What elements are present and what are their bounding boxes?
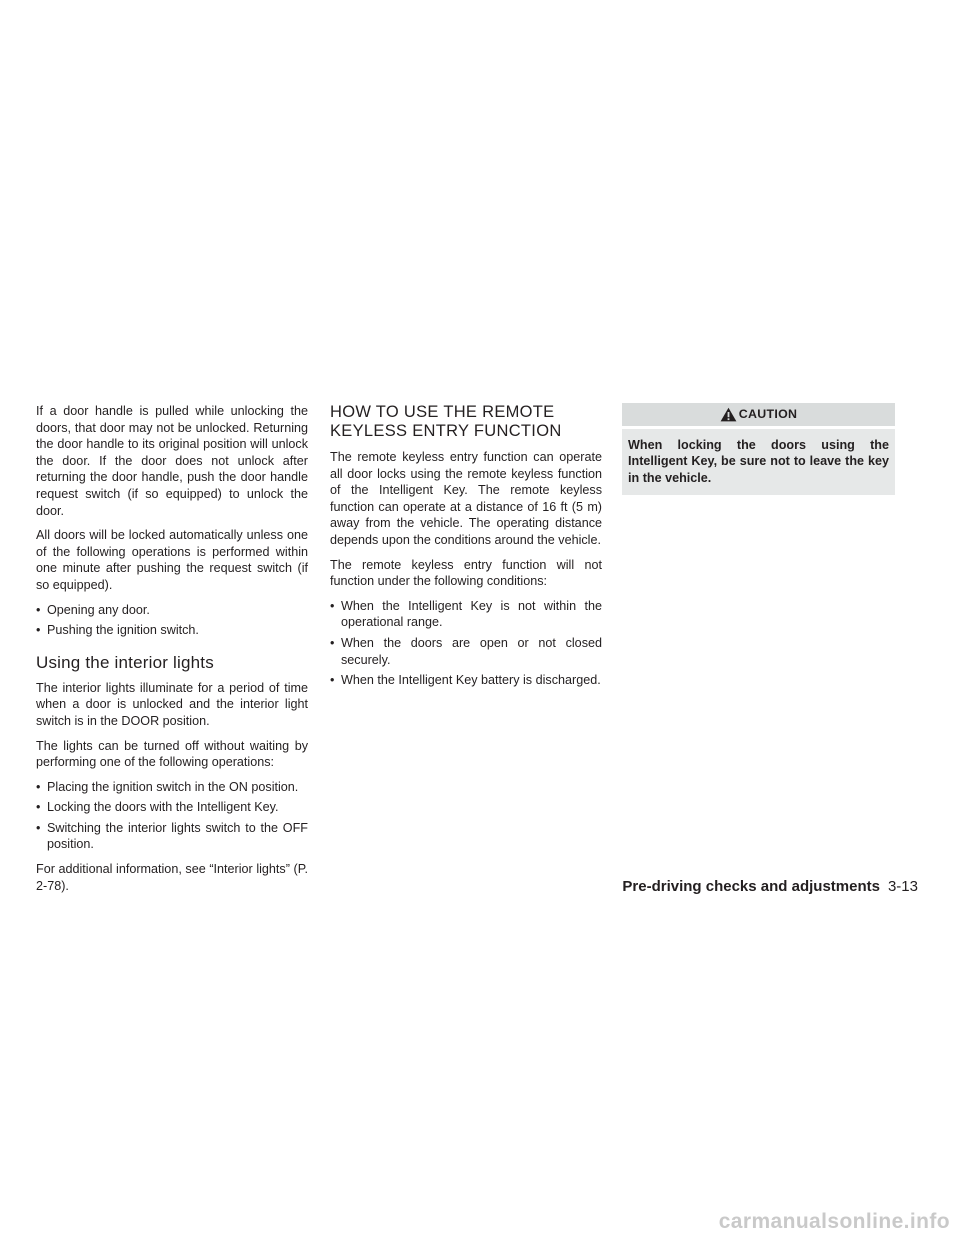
list-item: • When the doors are open or not closed securely.	[330, 635, 602, 668]
paragraph-interior-lights: The interior lights illuminate for a period of time when a door is unlocked and the interior light switch is in the DOOR position.	[36, 680, 308, 728]
list-item: • Locking the doors with the Intelligent Key.	[36, 799, 308, 816]
list-item: • Switching the interior lights switch to the OFF position.	[36, 820, 308, 853]
auto-lock-conditions-list	[36, 602, 308, 639]
paragraph-reference: For additional information, see “Interior lights” (P. 2-78).	[36, 862, 308, 893]
list-item: • Pushing the ignition switch.	[36, 622, 308, 639]
middle-column	[330, 403, 602, 697]
page-number: 3-13	[887, 878, 918, 895]
lights-off-operations-list	[36, 779, 308, 853]
caution-box	[622, 403, 895, 495]
list-item: • When the Intelligent Key battery is discharged.	[330, 672, 602, 689]
left-column	[36, 403, 308, 902]
warning-triangle-icon	[720, 407, 737, 422]
not-function-conditions-list	[330, 598, 602, 689]
paragraph-not-function: The remote keyless entry function will not function under the following conditions:	[330, 557, 602, 589]
paragraph-remote-keyless: The remote keyless entry function can operate all door locks using the remote keyless function of the Intelligent Key. The remote keyless function can operate at a distance of 16 ft (5 m) away from the vehicle. The operating distance depends upon the conditions around the vehicle.	[330, 450, 602, 547]
caution-header	[622, 403, 895, 426]
section-heading-interior-lights: Using the interior lights	[36, 652, 214, 672]
list-item: • When the Intelligent Key is not within the operational range.	[330, 598, 602, 631]
paragraph-auto-lock: All doors will be locked automatically unless one of the following operations is performed within one minute after pushing the request switch (if so equipped).	[36, 528, 308, 592]
caution-text: When locking the doors using the Intelligent Key, be sure not to leave the key in the vehicle.	[622, 429, 895, 495]
watermark: carmanualsonline.info	[718, 1210, 950, 1233]
paragraph-lights-off: The lights can be turned off without waiting by performing one of the following operations:	[36, 738, 308, 770]
list-item: • Opening any door.	[36, 602, 308, 619]
right-column	[622, 403, 895, 495]
section-heading-remote-keyless	[330, 403, 602, 441]
paragraph-door-handle: If a door handle is pulled while unlocking the doors, that door may not be unlocked. Returning the door handle to its original position will unlock the door. If the door does not unlock after returning the door handle, push the door handle request switch (if so equipped) to unlock the door.	[36, 404, 308, 518]
footer-section-title: Pre-driving checks and adjustments	[622, 878, 880, 895]
list-item: • Placing the ignition switch in the ON position.	[36, 779, 308, 796]
caution-title: CAUTION	[738, 407, 798, 422]
heading-line-1: HOW TO USE THE REMOTE	[330, 403, 555, 421]
page-footer	[622, 877, 918, 897]
heading-line-2: KEYLESS ENTRY FUNCTION	[330, 422, 562, 440]
